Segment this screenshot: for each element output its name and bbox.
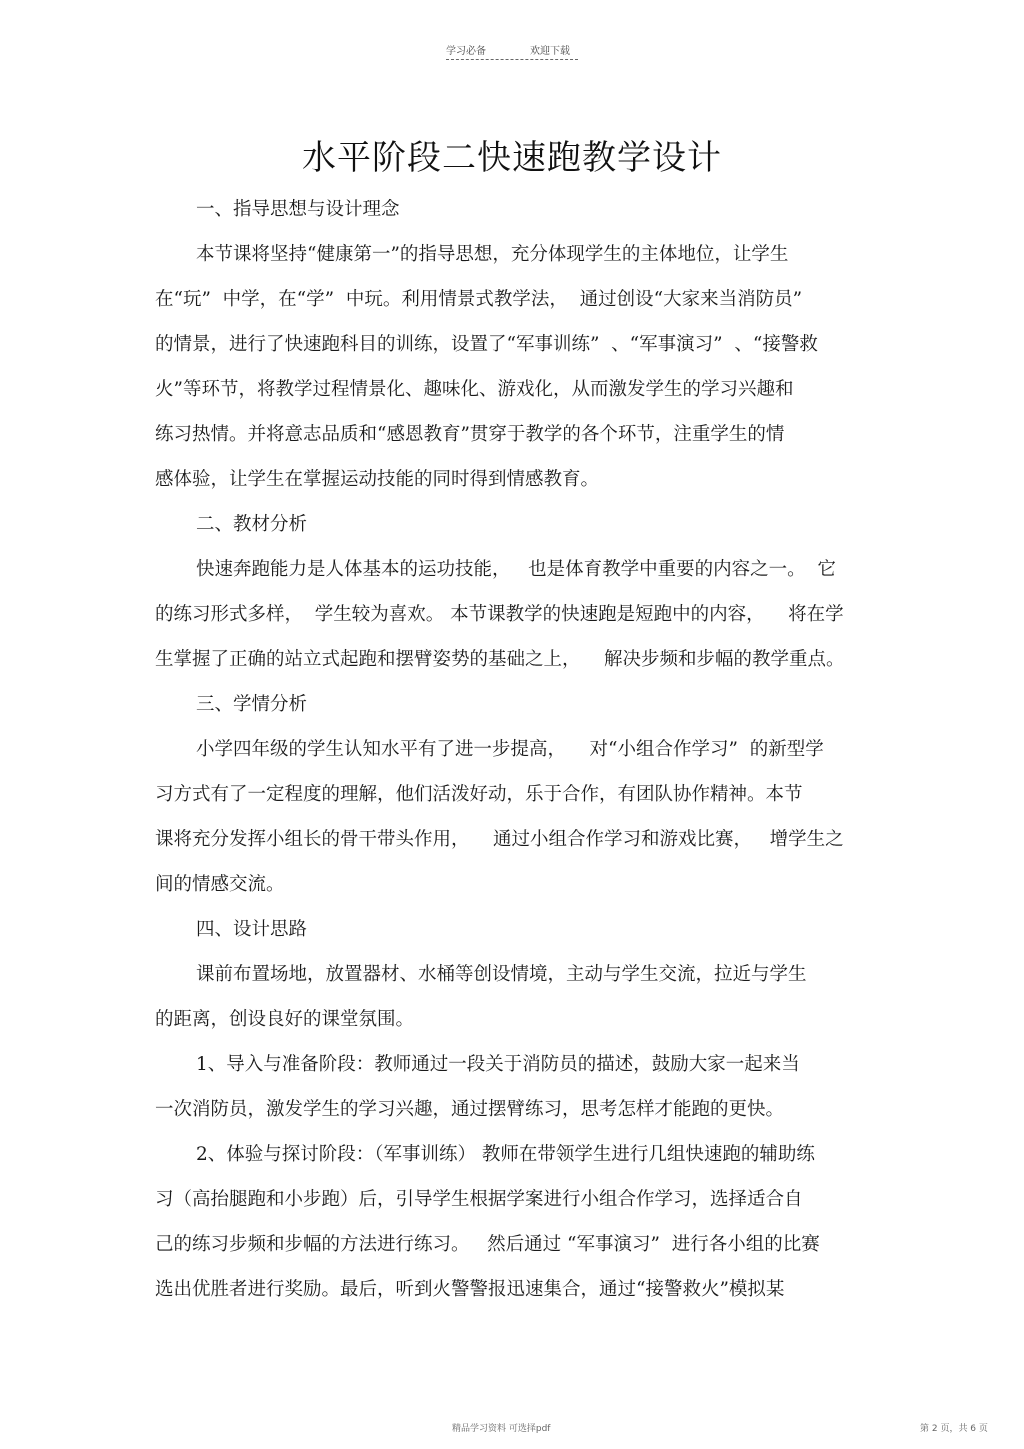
section-heading-2: 二、教材分析 bbox=[196, 514, 308, 535]
paragraph-line: 在“玩” 中学，在“学” 中玩。利用情景式教学法， 通过创设“大家来当消防员” bbox=[155, 289, 803, 310]
header-left-text: 学习必备 bbox=[446, 46, 486, 57]
paragraph-line: 1、导入与准备阶段：教师通过一段关于消防员的描述，鼓励大家一起来当 bbox=[196, 1054, 800, 1075]
paragraph-line: 的情景，进行了快速跑科目的训练，设置了“军事训练” 、“军事演习” 、“接警救 bbox=[155, 334, 818, 355]
document-title: 水平阶段二快速跑教学设计 bbox=[302, 138, 722, 178]
paragraph-line: 课前布置场地，放置器材、水桶等创设情境，主动与学生交流，拉近与学生 bbox=[196, 964, 807, 985]
paragraph-line: 生掌握了正确的站立式起跑和摆臂姿势的基础之上， 解决步频和步幅的教学重点。 bbox=[155, 649, 845, 670]
section-heading-1: 一、指导思想与设计理念 bbox=[196, 199, 400, 220]
paragraph-line: 的练习形式多样， 学生较为喜欢。 本节课教学的快速跑是短跑中的内容， 将在学 bbox=[155, 604, 844, 625]
page-number: 第 2 页，共 6 页 bbox=[920, 1424, 988, 1434]
section-heading-3: 三、学情分析 bbox=[196, 694, 308, 715]
paragraph-line: 选出优胜者进行奖励。最后，听到火警警报迅速集合，通过“接警救火”模拟某 bbox=[155, 1279, 785, 1300]
paragraph-line: 习方式有了一定程度的理解，他们活泼好动，乐于合作，有团队协作精神。本节 bbox=[155, 784, 803, 805]
paragraph-line: 课将充分发挥小组长的骨干带头作用， 通过小组合作学习和游戏比赛， 增学生之 bbox=[155, 829, 844, 850]
paragraph-line: 火”等环节，将教学过程情景化、趣味化、游戏化，从而激发学生的学习兴趣和 bbox=[155, 379, 794, 400]
paragraph-line: 间的情感交流。 bbox=[155, 874, 285, 895]
paragraph-line: 习（高抬腿跑和小步跑）后，引导学生根据学案进行小组合作学习，选择适合自 bbox=[155, 1189, 803, 1210]
paragraph-line: 本节课将坚持“健康第一”的指导思想，充分体现学生的主体地位，让学生 bbox=[196, 244, 789, 265]
footer-left-text: 精品学习资料 可选择pdf bbox=[452, 1424, 551, 1434]
header-right-text: 欢迎下载 bbox=[530, 46, 570, 57]
paragraph-line: 2、体验与探讨阶段：（军事训练） 教师在带领学生进行几组快速跑的辅助练 bbox=[196, 1144, 815, 1165]
header-divider bbox=[446, 59, 578, 60]
paragraph-line: 一次消防员，激发学生的学习兴趣，通过摆臂练习，思考怎样才能跑的更快。 bbox=[155, 1099, 785, 1120]
paragraph-line: 己的练习步频和步幅的方法进行练习。 然后通过 “军事演习” 进行各小组的比赛 bbox=[155, 1234, 820, 1255]
paragraph-line: 快速奔跑能力是人体基本的运功技能， 也是体育教学中重要的内容之一。 它 bbox=[196, 559, 836, 580]
paragraph-line: 小学四年级的学生认知水平有了进一步提高， 对“小组合作学习” 的新型学 bbox=[196, 739, 824, 760]
paragraph-line: 的距离，创设良好的课堂氛围。 bbox=[155, 1009, 415, 1030]
section-heading-4: 四、设计思路 bbox=[196, 919, 308, 940]
paragraph-line: 感体验，让学生在掌握运动技能的同时得到情感教育。 bbox=[155, 469, 600, 490]
paragraph-line: 练习热情。并将意志品质和“感恩教育”贯穿于教学的各个环节，注重学生的情 bbox=[155, 424, 785, 445]
